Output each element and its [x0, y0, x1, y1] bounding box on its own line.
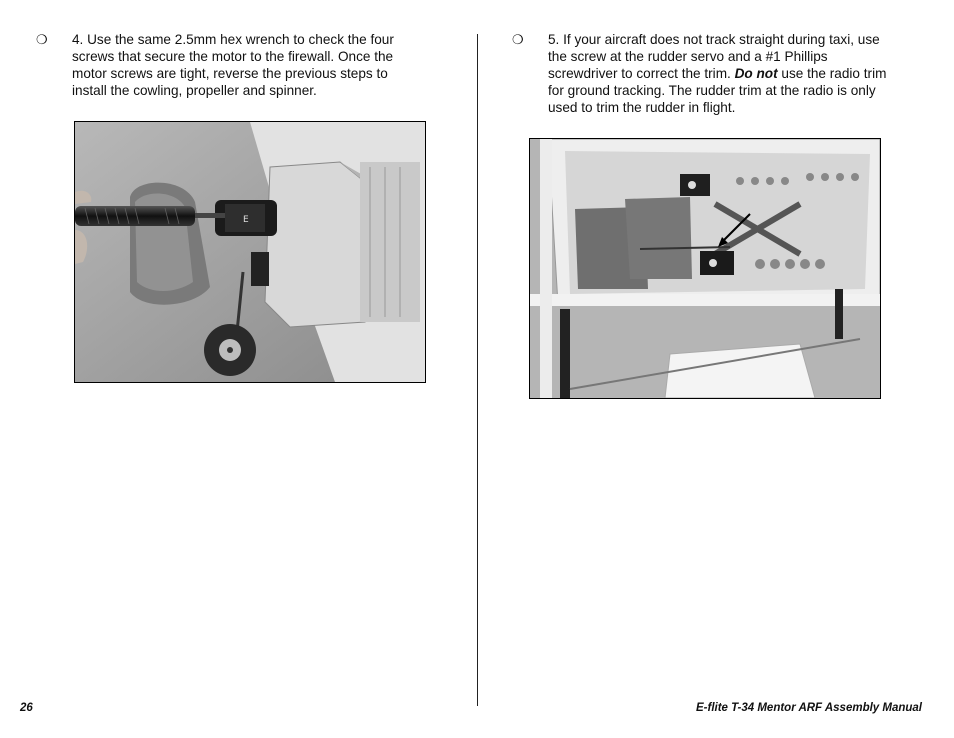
- servo-photo-illustration: [530, 139, 880, 398]
- step-4: [36, 31, 436, 111]
- column-divider: [477, 34, 478, 706]
- step-5-emphasis: Do not: [734, 66, 778, 81]
- svg-text:E: E: [243, 215, 249, 225]
- checkbox-icon[interactable]: ❍: [512, 32, 524, 47]
- step-5-text: [548, 31, 898, 116]
- step-4-text: 4. Use the same 2.5mm hex wrench to check the four screws that secure the motor to the firewall. Once the motor screws are tight, reverse the previous steps to install the cowling, propeller and spinner.: [72, 32, 394, 98]
- photo-motor-screws: [74, 121, 426, 383]
- photo-rudder-servo: [529, 138, 881, 399]
- motor-photo-illustration: [75, 122, 425, 382]
- page-number: 26: [20, 702, 33, 714]
- step-5: [512, 31, 912, 121]
- step-5-text-before: 5. If your aircraft does not track straight during taxi, use the screw at the rudder servo and a #1 Phillips screwdriver to correct the trim.: [548, 32, 880, 81]
- manual-title: E-flite T-34 Mentor ARF Assembly Manual: [696, 702, 922, 714]
- checkbox-icon[interactable]: ❍: [36, 32, 48, 47]
- step-5-text-after: use the radio trim for ground tracking. The rudder trim at the radio is only used to trim the rudder in flight.: [548, 66, 887, 115]
